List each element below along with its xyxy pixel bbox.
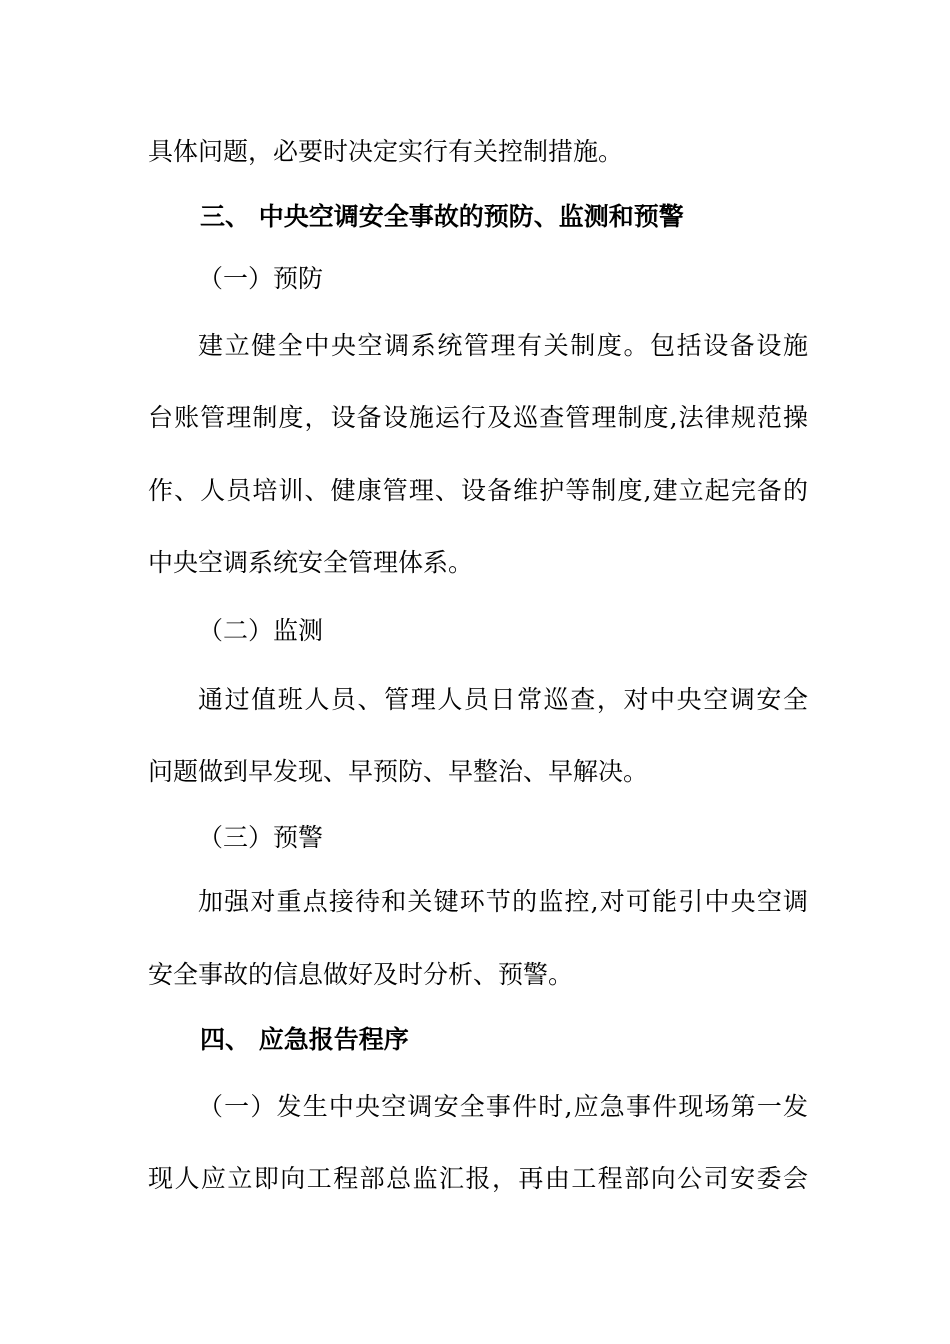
paragraph-line: 具体问题，必要时决定实行有关控制措施。 [148,137,624,166]
paragraph-line: 现人应立即向工程部总监汇报，再由工程部向公司安委会 [148,1164,808,1193]
subsection-heading-warning: （三）预警 [198,823,324,852]
subsection-heading-prevention: （一）预防 [198,264,324,293]
paragraph-line: 问题做到早发现、早预防、早整治、早解决。 [148,757,649,786]
paragraph-line: （一）发生中央空调安全事件时,应急事件现场第一发 [198,1092,808,1121]
section-heading-three: 三、 中央空调安全事故的预防、监测和预警 [200,202,684,231]
paragraph-line: 台账管理制度，设备设施运行及巡查管理制度,法律规范操 [148,403,808,432]
paragraph-line: 建立健全中央空调系统管理有关制度。包括设备设施 [198,331,808,360]
paragraph-line: 加强对重点接待和关键环节的监控,对可能引中央空调 [198,887,808,916]
subsection-heading-monitoring: （二）监测 [198,616,324,645]
section-heading-four: 四、 应急报告程序 [200,1025,409,1054]
paragraph-line: 安全事故的信息做好及时分析、预警。 [148,960,574,989]
paragraph-line: 作、人员培训、健康管理、设备维护等制度,建立起完备的 [148,476,808,505]
paragraph-line: 通过值班人员、管理人员日常巡查，对中央空调安全 [198,685,808,714]
paragraph-line: 中央空调系统安全管理体系。 [148,548,474,577]
